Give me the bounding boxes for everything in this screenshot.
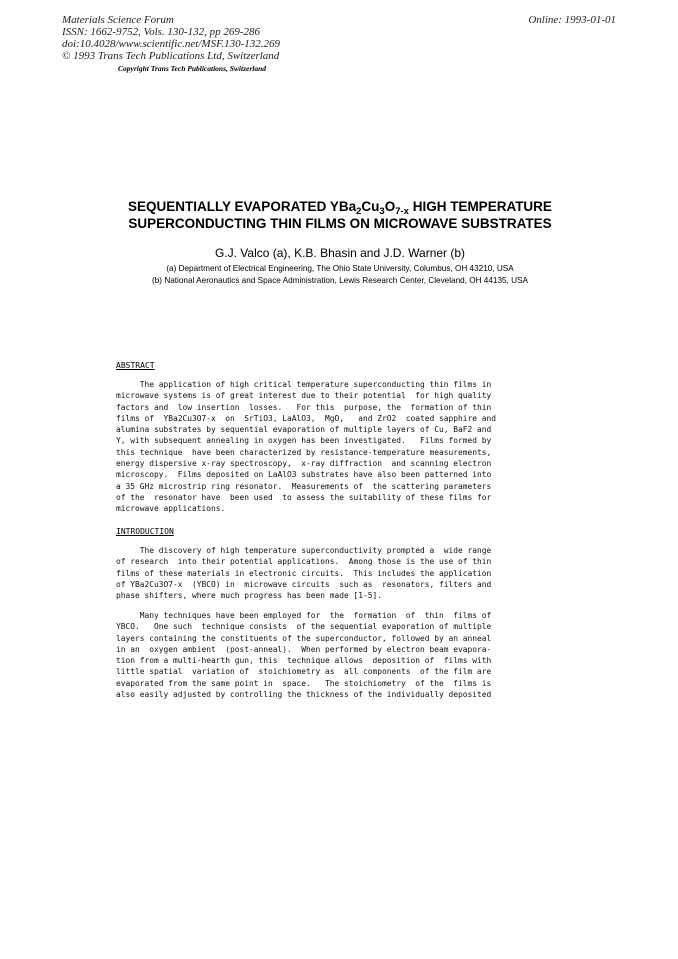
doi-line: doi:10.4028/www.scientific.net/MSF.130-132.269	[62, 38, 281, 50]
title-line-1	[100, 198, 580, 215]
authors: G.J. Valco (a), K.B. Bhasin and J.D. Warner (b)	[214, 246, 466, 260]
intro-line: of research into their potential applications. Among those is the use of thin	[116, 557, 492, 567]
intro-line: YBCO. One such technique consists of the sequential evaporation of multiple	[116, 622, 492, 632]
title-text-b: Cu	[361, 199, 380, 214]
intro-line: little spatial variation of stoichiometry as all components of the film are	[116, 667, 492, 677]
introduction-paragraph-1	[116, 545, 536, 601]
abstract-line: films of YBa2Cu3O7-x on SrTiO3, LaAlO3, MgO, and ZrO2 coated sapphire and	[116, 413, 497, 423]
abstract-heading: ABSTRACT	[116, 361, 155, 370]
publication-info	[62, 14, 280, 62]
copyright-notice: Copyright Trans Tech Publications, Switzerland	[118, 64, 267, 73]
intro-line: tion from a multi-hearth gun, this technique allows deposition of films with	[116, 656, 492, 666]
title-text-c: O	[384, 199, 396, 214]
abstract-line: Y, with subsequent annealing in oxygen has been investigated. Films formed by	[116, 436, 492, 446]
title-subscript-1: 2	[356, 206, 362, 217]
intro-line: phase shifters, where much progress has been made [1-5].	[116, 591, 383, 601]
title-subscript-3: 7-x	[395, 206, 409, 217]
title-text-d: HIGH TEMPERATURE	[408, 199, 552, 214]
abstract-line: a 35 GHz microstrip ring resonator. Measurements of the scattering parameters	[116, 481, 492, 491]
journal-name: Materials Science Forum	[62, 14, 174, 26]
abstract-body	[116, 379, 536, 515]
abstract-line: microwave systems is of great interest due to their potential for high quality	[116, 391, 492, 401]
online-date: Online: 1993-01-01	[528, 14, 616, 26]
copyright-line: © 1993 Trans Tech Publications Ltd, Switzerland	[62, 50, 280, 62]
title-text-a: SEQUENTIALLY EVAPORATED YBa	[128, 199, 357, 214]
intro-line: in an oxygen ambient (post-anneal). When performed by electron beam evapora-	[116, 644, 492, 654]
abstract-line: energy dispersive x-ray spectroscopy, x-ray diffraction and scanning electron	[116, 459, 492, 469]
intro-line: also easily adjusted by controlling the thickness of the individually deposited	[116, 690, 492, 700]
abstract-line: microwave applications.	[116, 504, 226, 514]
abstract-line: of the resonator have been used to assess the suitability of these films for	[116, 492, 492, 502]
abstract-line: The application of high critical temperature superconducting thin films in	[116, 380, 492, 389]
abstract-line: this technique have been characterized by resistance-temperature measurements,	[116, 447, 492, 457]
title-subscript-2: 3	[379, 206, 385, 217]
intro-line: films of these materials in electronic circuits. This includes the application	[116, 568, 492, 578]
abstract-line: alumina substrates by sequential evaporation of multiple layers of Cu, BaF2 and	[116, 425, 492, 435]
intro-line: The discovery of high temperature superconductivity prompted a wide range	[116, 546, 492, 555]
intro-line: Many techniques have been employed for the formation of thin films of	[116, 611, 492, 620]
paper-title	[100, 198, 580, 232]
abstract-line: microscopy. Films deposited on LaAlO3 substrates have also been patterned into	[116, 470, 492, 480]
affiliation-b: (b) National Aeronautics and Space Administration, Lewis Research Center, Cleveland, OH 44135, USA	[152, 275, 528, 285]
introduction-heading: INTRODUCTION	[116, 527, 174, 536]
affiliation-a: (a) Department of Electrical Engineering, The Ohio State University, Columbus, OH 43210, USA	[166, 264, 514, 273]
abstract-line: factors and low insertion losses. For this purpose, the formation of thin	[116, 402, 492, 412]
intro-line: evaporated from the same point in space. The stoichiometry of the films is	[116, 678, 492, 688]
affiliations	[100, 263, 580, 286]
issn-line: ISSN: 1662-9752, Vols. 130-132, pp 269-286	[62, 26, 260, 38]
intro-line: of YBa2Cu3O7-x (YBCO) in microwave circuits such as resonators, filters and	[116, 579, 492, 589]
intro-line: layers containing the constituents of the superconductor, followed by an anneal	[116, 633, 492, 643]
introduction-paragraph-2	[116, 610, 536, 700]
title-line-2: SUPERCONDUCTING THIN FILMS ON MICROWAVE SUBSTRATES	[128, 216, 552, 231]
